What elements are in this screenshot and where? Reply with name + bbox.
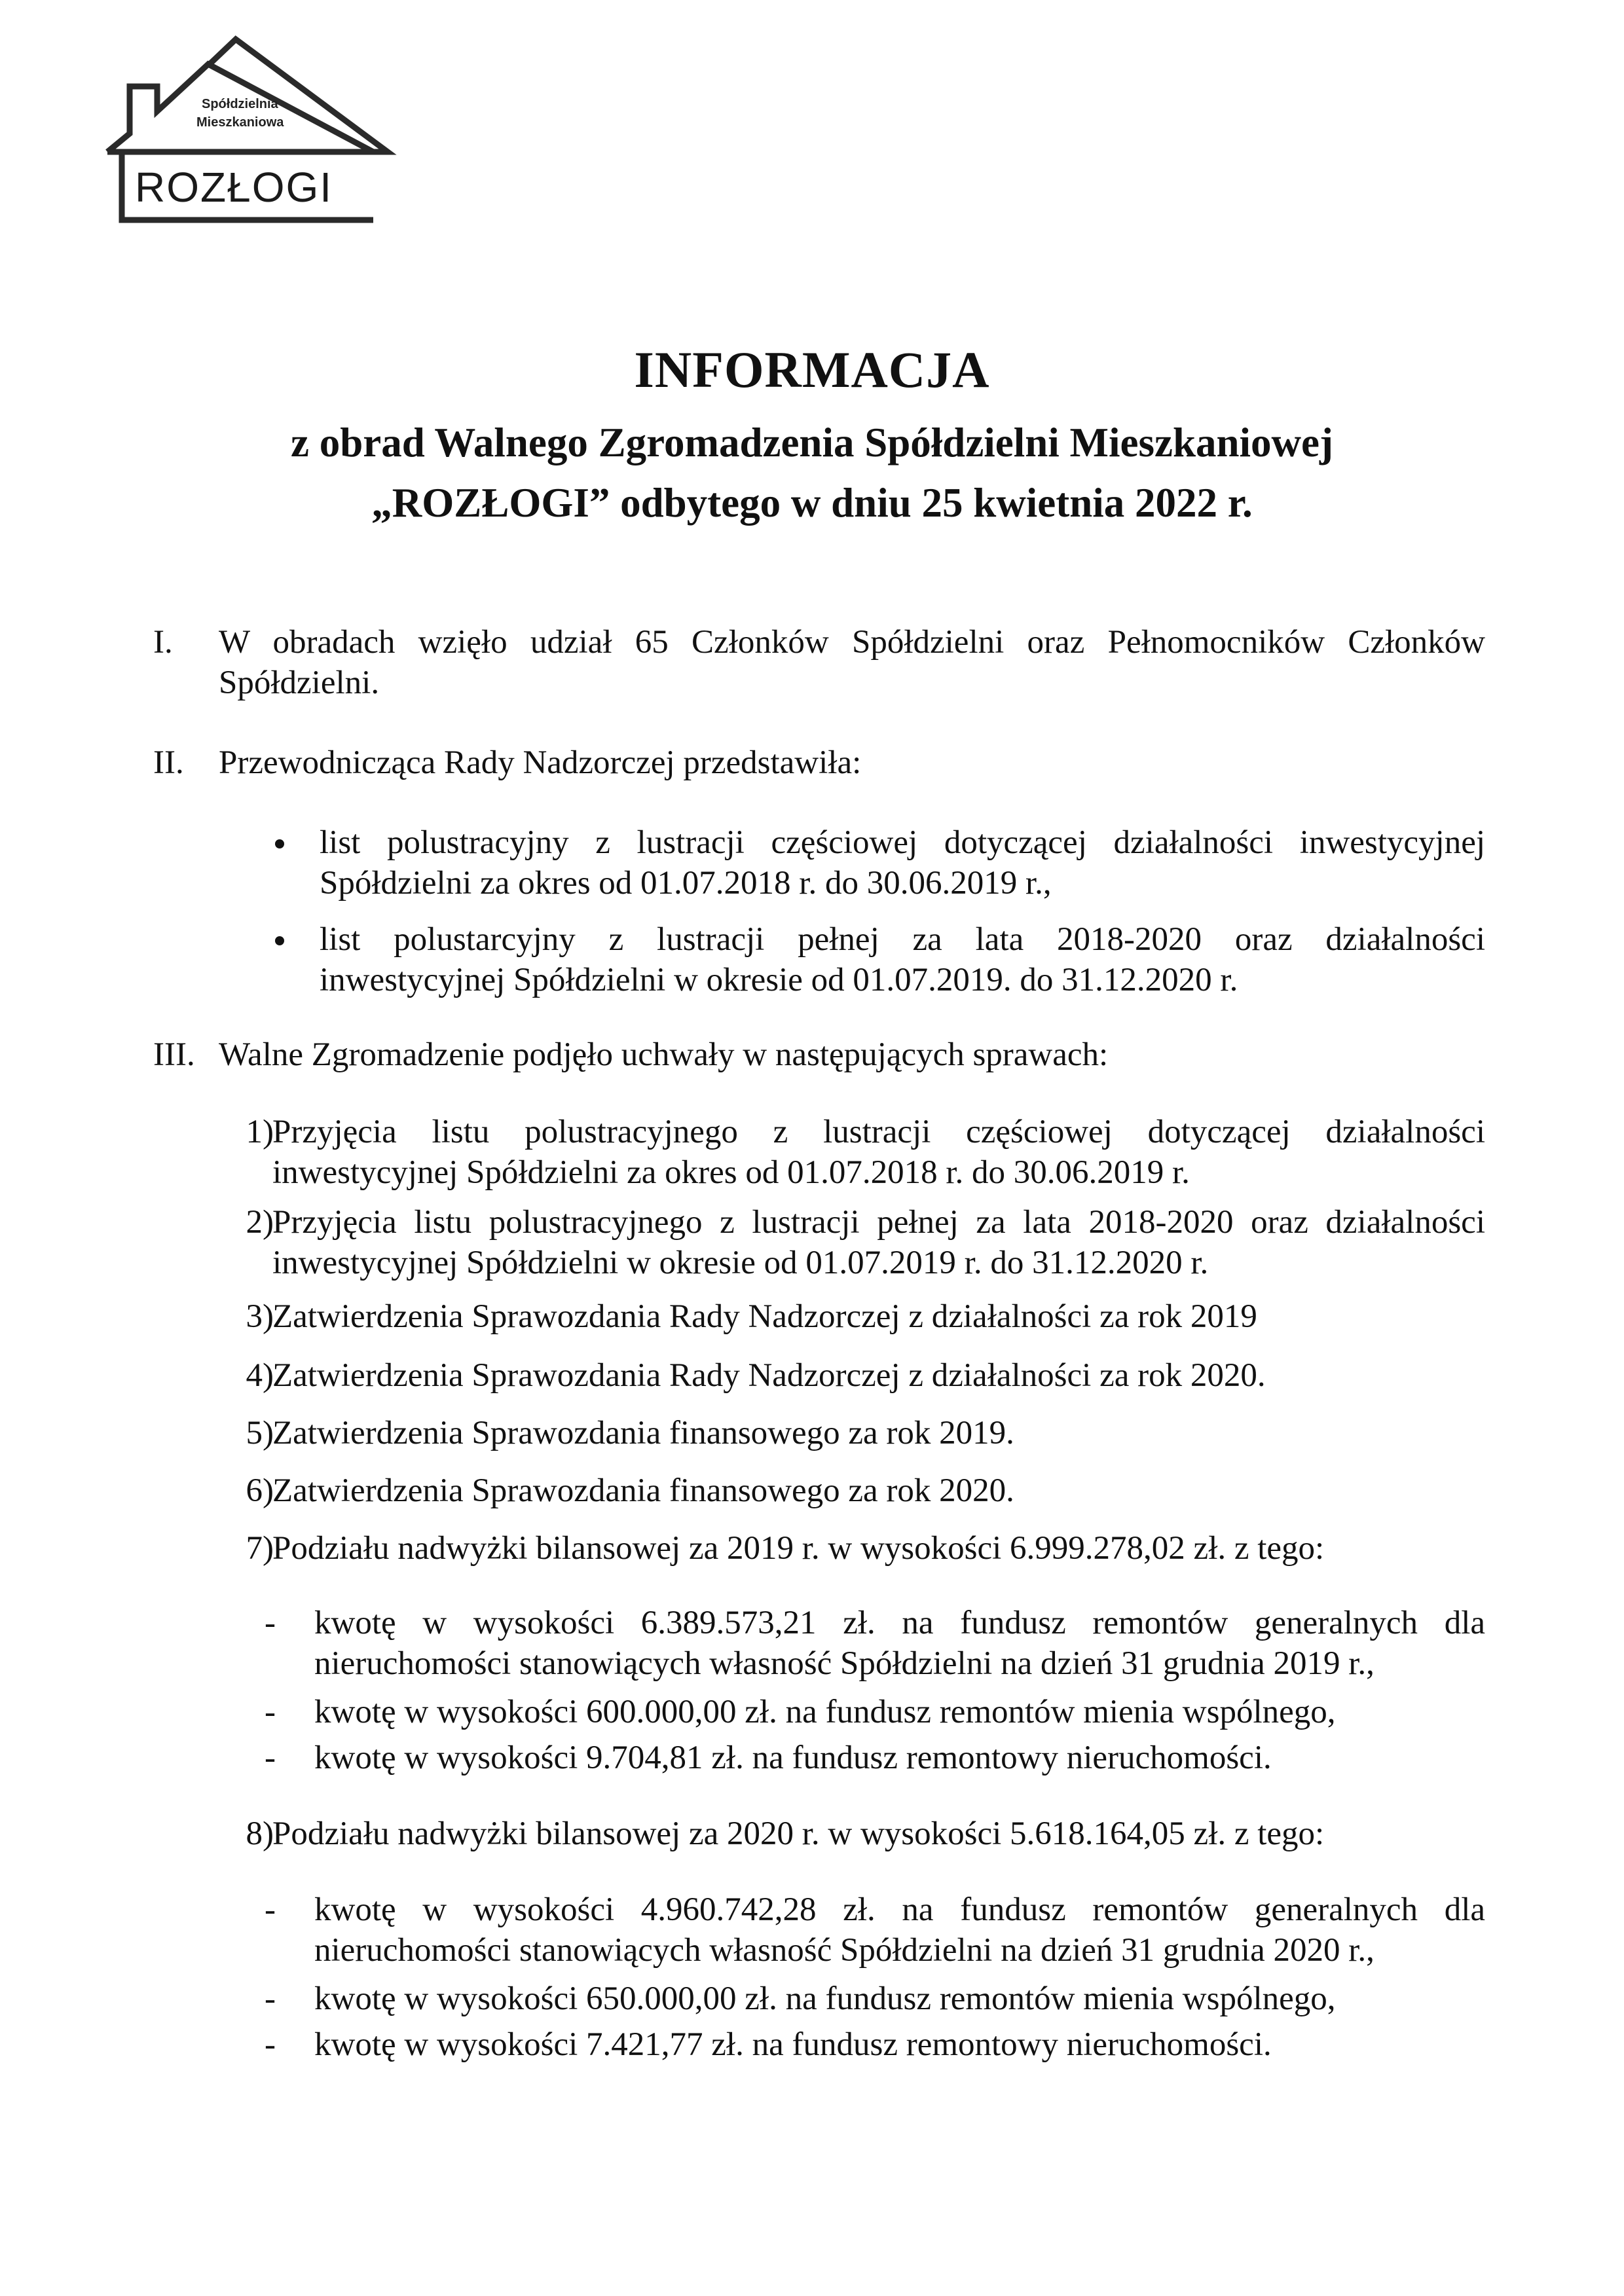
- item-text-line: Zatwierdzenia Sprawozdania finansowego za rok 2020.: [272, 1472, 1014, 1509]
- item-text-line: Zatwierdzenia Sprawozdania Rady Nadzorczej z działalności za rok 2020.: [272, 1357, 1266, 1394]
- item-number: 3): [246, 1298, 274, 1335]
- dash-marker: -: [265, 2026, 276, 2063]
- item-text-line: Zatwierdzenia Sprawozdania finansowego za rok 2019.: [272, 1415, 1014, 1451]
- item-number: 5): [246, 1415, 274, 1451]
- item-text-line: Przyjęcia listu polustracyjnego z lustracji pełnej za lata 2018-2020 oraz działalności: [272, 1204, 1485, 1241]
- item-number: 4): [246, 1357, 274, 1394]
- item-text-line: Podziału nadwyżki bilansowej za 2020 r. w wysokości 5.618.164,05 zł. z tego:: [272, 1815, 1325, 1852]
- sub-item-text-line: kwotę w wysokości 6.389.573,21 zł. na fundusz remontów generalnych dla: [314, 1605, 1485, 1641]
- item-text-line: inwestycyjnej Spółdzielni w okresie od 01.07.2019 r. do 31.12.2020 r.: [272, 1245, 1209, 1281]
- section-text-line: W obradach wzięło udział 65 Członków Spółdzielni oraz Pełnomocników Członków: [219, 624, 1485, 661]
- section-numeral: III.: [153, 1036, 195, 1073]
- sub-item-text-line: kwotę w wysokości 600.000,00 zł. na fundusz remontów mienia wspólnego,: [314, 1694, 1336, 1730]
- section-intro: Walne Zgromadzenie podjęło uchwały w następujących sprawach:: [219, 1036, 1109, 1073]
- item-number: 7): [246, 1530, 274, 1567]
- sub-item-text-line: nieruchomości stanowiących własność Spółdzielni na dzień 31 grudnia 2019 r.,: [314, 1645, 1375, 1682]
- item-number: 1): [246, 1114, 274, 1150]
- document-subtitle-line-1: z obrad Walnego Zgromadzenia Spółdzielni Mieszkaniowej: [291, 420, 1333, 465]
- sub-item-text-line: kwotę w wysokości 650.000,00 zł. na fundusz remontów mienia wspólnego,: [314, 1980, 1336, 2017]
- bullet-icon: [275, 936, 284, 945]
- document-title: INFORMACJA: [634, 341, 990, 398]
- item-text-line: Przyjęcia listu polustracyjnego z lustracji częściowej dotyczącej działalności: [272, 1114, 1485, 1150]
- section-numeral: I.: [153, 624, 173, 661]
- bullet-icon: [275, 839, 284, 848]
- logo-line-housing: Mieszkaniowa: [196, 115, 284, 130]
- item-number: 2): [246, 1204, 274, 1241]
- dash-marker: -: [265, 1980, 276, 2017]
- bullet-text-line: list polustracyjny z lustracji częściowej dotyczącej działalności inwestycyjnej: [320, 824, 1485, 861]
- bullet-text-line: Spółdzielni za okres od 01.07.2018 r. do 30.06.2019 r.,: [320, 865, 1052, 902]
- document-header: [0, 340, 1624, 533]
- document-subtitle-line-2: „ROZŁOGI” odbytego w dniu 25 kwietnia 2022 r.: [371, 480, 1253, 526]
- sub-item-text-line: kwotę w wysokości 7.421,77 zł. na fundusz remontowy nieruchomości.: [314, 2026, 1272, 2063]
- section-intro: Przewodnicząca Rady Nadzorczej przedstawiła:: [219, 744, 862, 781]
- dash-marker: -: [265, 1891, 276, 1928]
- sub-item-text-line: nieruchomości stanowiących własność Spółdzielni na dzień 31 grudnia 2020 r.,: [314, 1932, 1375, 1969]
- bullet-text-line: list polustarcyjny z lustracji pełnej za lata 2018-2020 oraz działalności: [320, 921, 1485, 958]
- item-text-line: Podziału nadwyżki bilansowej za 2019 r. w wysokości 6.999.278,02 zł. z tego:: [272, 1530, 1325, 1567]
- item-number: 6): [246, 1472, 274, 1509]
- logo-name: ROZŁOGI: [135, 164, 333, 211]
- dash-marker: -: [265, 1605, 276, 1641]
- logo-line-cooperative: Spółdzielnia: [202, 97, 278, 111]
- dash-marker: -: [265, 1694, 276, 1730]
- sub-item-text-line: kwotę w wysokości 4.960.742,28 zł. na fundusz remontów generalnych dla: [314, 1891, 1485, 1928]
- section-numeral: II.: [153, 744, 184, 781]
- section-text-line: Spółdzielni.: [219, 665, 380, 701]
- cooperative-logo: [98, 24, 399, 227]
- item-text-line: inwestycyjnej Spółdzielni za okres od 01.07.2018 r. do 30.06.2019 r.: [272, 1154, 1190, 1191]
- item-number: 8): [246, 1815, 274, 1852]
- sub-item-text-line: kwotę w wysokości 9.704,81 zł. na fundusz remontowy nieruchomości.: [314, 1740, 1272, 1776]
- dash-marker: -: [265, 1740, 276, 1776]
- item-text-line: Zatwierdzenia Sprawozdania Rady Nadzorczej z działalności za rok 2019: [272, 1298, 1257, 1335]
- bullet-text-line: inwestycyjnej Spółdzielni w okresie od 01.07.2019. do 31.12.2020 r.: [320, 962, 1238, 998]
